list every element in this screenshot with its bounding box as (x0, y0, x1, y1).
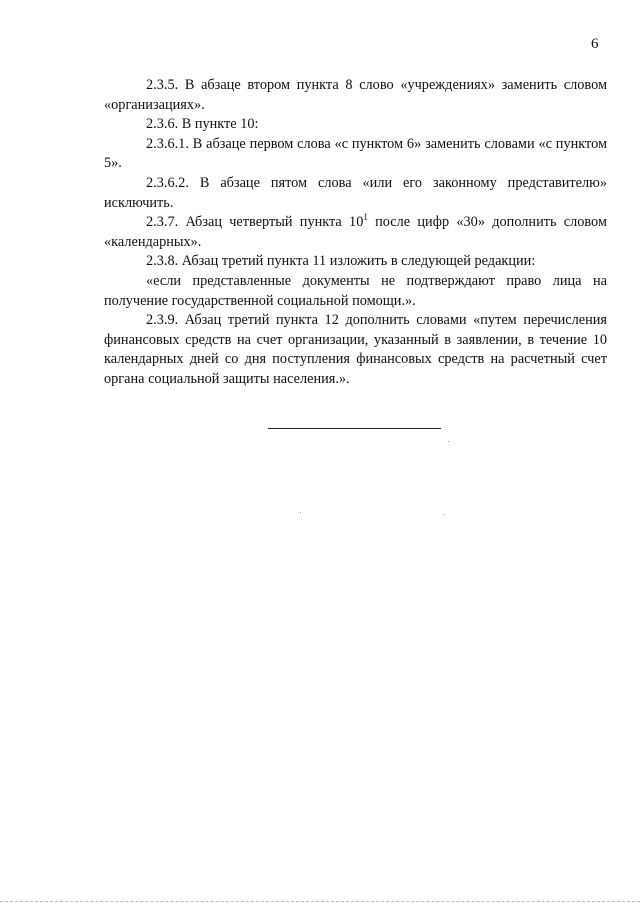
end-of-text-divider (268, 428, 441, 429)
paragraph-2-3-6-1: 2.3.6.1. В абзаце первом слова «с пунктом 6» заменить словами «с пунктом 5». (104, 135, 607, 172)
superscript-index: 1 (363, 212, 368, 223)
page-number: 6 (591, 36, 599, 52)
scan-speck (300, 512, 301, 513)
scan-speck (443, 514, 444, 515)
paragraph-2-3-7-text: 2.3.7. Абзац четвертый пункта 10 (146, 214, 364, 231)
paragraph-2-3-6-2: 2.3.6.2. В абзаце пятом слова «или его законному представителю» исключить. (104, 174, 607, 211)
paragraph-2-3-9: 2.3.9. Абзац третий пункта 12 дополнить словами «путем перечисления финансовых средств на счет организации, указанный в заявлении, в течение 10 календарных дней со дня поступления финансовых средств на расчетный счет органа социальной защиты населения.». (104, 312, 607, 387)
paragraph-2-3-7 (104, 213, 607, 252)
paragraph-2-3-8: 2.3.8. Абзац третий пункта 11 изложить в следующей редакции: (146, 253, 536, 270)
document-body (104, 76, 607, 390)
quoted-new-wording: «если представленные документы не подтверждают право лица на получение государственной социальной помощи.». (104, 272, 607, 309)
paragraph-2-3-6: 2.3.6. В пункте 10: (146, 116, 259, 133)
paragraph-2-3-7-text-continued: после цифр «30» дополнить словом «календарных». (104, 214, 607, 250)
scan-bottom-edge (0, 901, 640, 902)
paragraph-2-3-5: 2.3.5. В абзаце втором пункта 8 слово «учреждениях» заменить словом «организациях». (104, 77, 607, 113)
scan-speck (448, 441, 449, 442)
